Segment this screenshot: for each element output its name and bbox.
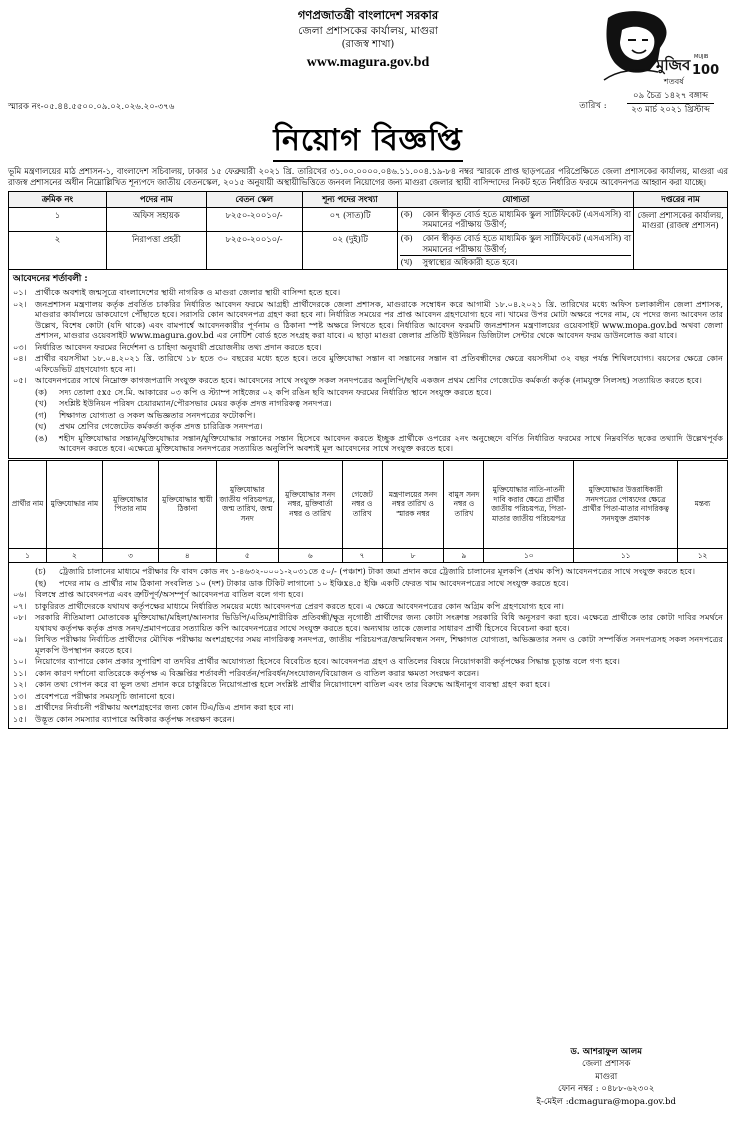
format-number-cell: ২ xyxy=(46,548,102,562)
branch-name: (রাজস্ব শাখা) xyxy=(341,39,395,51)
condition-item: ০৪। প্রার্থীর বয়সসীমা ১৮.০৪.২০২১ খ্রি. তারিখে ১৮ হতে ৩০ বছরের মধ্যে হতে হবে। তবে মুক্তিযোদ্ধা সন্তান বা সন্তানের সন্তান বা প্রতিবন্ধীদের ক্ষেত্রে বয়সসীমা ৩২ বছর পর্যন্ত শিথিলযোগ্য। বয়সের ক্ষেত্রে কোন এফিডেভিট গ্রহণযোগ্য হবে না। xyxy=(13,353,723,374)
condition-item: ১৪। প্রার্থীদের নির্বাচনী পরীক্ষায় অংশগ্রহণের জন্য কোন টিএ/ডিএ প্রদান করা হবে না। xyxy=(13,702,294,713)
condition-item: ০৯। লিখিত পরীক্ষায় নির্বাচিত প্রার্থীদের মৌখিক পরীক্ষায় অংশগ্রহণের সময় নাগরিকত্ব সনদপত্র, জাতীয় পরিচয়পত্র/জন্মনিবন্ধন সনদ, শিক্ষাগত যোগ্যতা, অভিজ্ঞতার সনদ ও কোটা সম্পর্কিত সনদপত্রসহ সকল সনদপত্রের মূলকপি উপস্থাপন করতে হবে। xyxy=(13,634,723,655)
signatory-phone: ফোন নম্বর : ০৪৮৮-৬২৩০২ xyxy=(557,1084,655,1095)
condition-subitem: (চ) ট্রেজারি চালানের মাধ্যমে পরীক্ষার ফি বাবদ কোড নং ১-৪৬৩২-০০০১-২০৩১তে ৫০/- (পঞ্চাশ) টাকা জমা প্রদান করে ট্রেজারি চালানের মূলকপি (প্রথম কপি) আবেদনপত্রের সাথে সংযুক্ত করতে হবে। xyxy=(35,566,696,577)
format-header-cell: মুক্তিযোদ্ধার জাতীয় পরিচয়পত্র, জন্ম তারিখ, জন্ম সনদ xyxy=(216,460,278,548)
condition-item: ১৫। উদ্ভূত কোন সমস্যার ব্যাপারে অধিকার কর্তৃপক্ষ সংরক্ষণ করেন। xyxy=(13,713,235,724)
website-link[interactable]: www.magura.gov.bd xyxy=(306,54,430,70)
format-number-cell: ১২ xyxy=(678,548,728,562)
qualification-cell: (ক) কোন স্বীকৃত বোর্ড হতে মাধ্যমিক স্কুল সার্টিফিকেট (এসএসসি) বা সমমানের পরীক্ষায় উত্তীর্ণ; xyxy=(398,207,634,231)
condition-item: ০৬। বিলম্বে প্রাপ্ত আবেদনপত্র এবং ত্রুটিপূর্ণ/অসম্পূর্ণ আবেদনপত্র বাতিল বলে গণ্য হবে। xyxy=(13,589,304,600)
format-number-cell: ৮ xyxy=(382,548,444,562)
condition-item: ০১। প্রার্থীকে অবশ্যই জন্মসূত্রে বাংলাদেশের স্থায়ী নাগরিক ও মাগুরা জেলার স্থায়ী বাসিন্দা হতে হবে। xyxy=(13,287,341,298)
condition-subitem: (গ) শিক্ষাগত যোগ্যতা ও সকল অভিজ্ঞতার সনদপত্রের ফটোকপি। xyxy=(35,409,256,420)
date-label: তারিখ : xyxy=(579,101,607,111)
condition-subitem: (খ) সংশ্লিষ্ট ইউনিয়ন পরিষদ চেয়ারম্যান/পৌরসভার মেয়র কর্তৃক প্রদত্ত নাগরিকত্ব সনদপত্র। xyxy=(35,398,332,409)
condition-item: ০৫। আবেদনপত্রের সাথে নিম্নোক্ত কাগজপত্রাদি সংযুক্ত করতে হবে। আবেদনের সাথে সংযুক্ত সকল সনদপত্রের অনুলিপি/ছবি একজন প্রথম শ্রেণির গেজেটেড কর্মকর্তা কর্তৃক (নামযুক্ত সিলসহ) সত্যায়িত করতে হবে। xyxy=(13,375,702,386)
date-gregorian: ২৩ মার্চ ২০২১ খ্রিস্টাব্দ xyxy=(631,105,710,115)
date-bangla: ০৯ চৈত্র ১৪২৭ বঙ্গাব্দ xyxy=(627,91,714,104)
signatory-designation: জেলা প্রশাসক xyxy=(582,1059,631,1070)
signatory-email[interactable]: ই-মেইল :dcmagura@mopa.gov.bd xyxy=(536,1096,676,1107)
format-header-cell: মুক্তিযোদ্ধার পিতার নাম xyxy=(102,460,158,548)
col-serial: ক্রমিক নং xyxy=(9,192,107,208)
posts-table xyxy=(8,191,728,270)
memo-number: স্মারক নং-০৫.৪৪.৫৫০০.০৯.০২.০২৬.২০-৩৭৬ xyxy=(8,102,175,112)
posts-table-header xyxy=(9,192,728,208)
intro-paragraph: ভূমি মন্ত্রণালয়ের মাঠ প্রশাসন-১, বাংলাদেশ সচিবালয়, ঢাকার ১৫ ফেব্রুয়ারী ২০২১ খ্রি. তারিখের ৩১.০০.০০০০.০৪৬.১১.০০৪.১৯-৮৪ নম্বর স্মারকে প্রাপ্ত ছাড়পত্রের পরিপ্রেক্ষিতে জেলা প্রশাসকের কার্যালয়, মাগুরা এর রাজস্ব প্রশাসনের অধীন নিম্নোল্লিখিত শূন্যপদে জাতীয় বেতনস্কেল, ২০১৫ অনুযায়ী অস্থায়ীভিত্তিতে জনবল নিয়োগের জন্য মাগুরা জেলার স্থায়ী বাসিন্দাদের নিকট হতে নির্ধারিত ফরমে আবেদনপত্র আহ্বান করা যাচ্ছে। xyxy=(8,166,728,187)
format-header-cell: মুক্তিযোদ্ধার নাতি-নাতনী দাবি করার ক্ষেত্রে প্রার্থীর জাতীয় পরিচয়পত্র, পিতা-মাতার জাতীয় পরিচয়পত্র xyxy=(484,460,574,548)
condition-subitem: (ছ) পদের নাম ও প্রার্থীর নাম ঠিকানা সংবলিত ১০ (দশ) টাকার ডাক টিকিট লাগানো ১০ ইঞ্চিx৪.৫ ইঞ্চি একটি ফেরত খাম আবেদনপত্রের সাথে সংযুক্ত করতে হবে। xyxy=(35,577,569,588)
format-header-cell: মুক্তিযোদ্ধার স্থায়ী ঠিকানা xyxy=(158,460,216,548)
header xyxy=(8,8,728,120)
condition-item: ০২। জনপ্রশাসন মন্ত্রণালয় কর্তৃক প্রবর্তিত চাকরির নির্ধারিত আবেদন ফরমে আগ্রহী প্রার্থীদেরকে জেলা প্রশাসক, মাগুরাকে সম্বোধন করে আগামী ১৮.০৪.২০২১ খ্রি. তারিখের মধ্যে অফিস চলাকালীন জেলা প্রশাসক, মাগুরার কার্যালয়ে ডাকযোগে পৌঁছাতে হবে। সরাসরি কোন আবেদনপত্র গ্রহণ করা হবে না। নির্ধারিত সময়ের পর প্রাপ্ত আবেদন গ্রহণযোগ্য হবে না। খামের উপর মোটা অক্ষরে পদের নাম, যে পদের জন্য আবেদন তার উল্লেখ, বিশেষ কোটা (যদি থাকে) এবং বামপার্শ্বে আবেদনকারীর পূর্ণনাম ও ঠিকানা স্পষ্ট অক্ষরে লিখতে হবে। নির্ধারিত আবেদন ফরমটি জনপ্রশাসন মন্ত্রণালয়ের ওয়েবসাইট www.mopa.gov.bd অথবা জেলা প্রশাসন, মাগুরার ওয়েবসাইট www.magura.gov.bd এর নোটিশ বোর্ড হতে সংগ্রহ করা যাবে। এ ছাড়া মাগুরা জেলার প্রতিটি ইউনিয়ন ডিজিটাল সেন্টার থেকে আবেদন ফরম ডাউনলোড করা যাবে। xyxy=(13,298,723,341)
format-header-cell: গেজেট নম্বর ও তারিখ xyxy=(342,460,382,548)
condition-item: ০৩। নির্ধারিত আবেদন ফরমের নির্দেশনা ও চাহিদা অনুযায়ী প্রয়োজনীয় তথ্য প্রদান করতে হবে। xyxy=(13,341,322,352)
format-header-cell: বামুস সনদ নম্বর ও তারিখ xyxy=(444,460,484,548)
table-row: ১ অফিস সহায়ক ৮২৫০-২০০১০/- ০৭ (সাত)টি (ক) কোন স্বীকৃত বোর্ড হতে মাধ্যমিক স্কুল সার্টিফিকেট (এসএসসি) বা সমমানের পরীক্ষায় উত্তীর্ণ; জেলা প্রশাসকের কার্যালয়, মাগুরা (রাজস্ব প্রশাসন) xyxy=(9,207,728,231)
condition-item: ১২। কোন তথ্য গোপন করে বা ভুল তথ্য প্রদান করে চাকুরিতে নিয়োগপ্রাপ্ত হলে সংশ্লিষ্ট প্রার্থীর নিয়োগাদেশ বাতিল এবং তার বিরুদ্ধে আইনানুগ ব্যবস্থা গ্রহণ করা হবে। xyxy=(13,679,551,690)
govt-name: গণপ্রজাতন্ত্রী বাংলাদেশ সরকার xyxy=(297,8,439,22)
format-number-cell: ৯ xyxy=(444,548,484,562)
format-number-cell: ৪ xyxy=(158,548,216,562)
condition-subitem: (ক) সদ্য তোলা ৫x৫ সে.মি. আকারের ০৩ কপি ও স্ট্যাম্প সাইজের ০২ কপি রঙিন ছবি আবেদন ফরমের নির্ধারিত স্থানে সংযুক্ত করতে হবে। xyxy=(35,386,492,397)
format-header-cell: প্রার্থীর নাম xyxy=(9,460,47,548)
signature-block xyxy=(536,1046,676,1108)
date-block xyxy=(579,91,714,117)
condition-item: ১১। কোন কারণ দর্শানো ব্যতিরেকে কর্তৃপক্ষ এ বিজ্ঞপ্তির শর্তাবলী পরিবর্তন/পরিবর্ধন/সংযোজন/বিয়োজন ও বাতিল করার ক্ষমতা সংরক্ষণ করেন। xyxy=(13,667,480,678)
col-qualification: যোগ্যতা xyxy=(398,192,634,208)
format-number-cell: ১১ xyxy=(574,548,678,562)
freedom-fighter-format-table xyxy=(8,460,728,563)
format-table-header xyxy=(9,460,728,548)
col-post-name: পদের নাম xyxy=(106,192,206,208)
conditions-section-continued xyxy=(8,563,728,729)
col-pay-scale: বেতন স্কেল xyxy=(206,192,302,208)
qualification-cell: (ক) কোন স্বীকৃত বোর্ড হতে মাধ্যমিক স্কুল সার্টিফিকেট (এসএসসি) বা সমমানের পরীক্ষায় উত্তীর্ণ; (খ) সুস্বাস্থ্যের অধিকারী হতে হবে। xyxy=(398,232,634,270)
condition-subitem: (ঘ) প্রথম শ্রেণির গেজেটেড কর্মকর্তা কর্তৃক প্রদত্ত চারিত্রিক সনদপত্র। xyxy=(35,421,263,432)
svg-text:মুজিব: মুজিব xyxy=(656,56,691,74)
conditions-section xyxy=(8,270,728,459)
format-header-cell: মন্ত্রণালয়ের সনদ নম্বর তারিখ ও স্মারক নম্বর xyxy=(382,460,444,548)
svg-text:MUJIB: MUJIB xyxy=(694,54,709,60)
format-number-cell: ১ xyxy=(9,548,47,562)
signatory-name: ড. আশরাফুল আলম xyxy=(570,1047,642,1057)
condition-item: ১৩। প্রবেশপত্রে পরীক্ষার সময়সূচি জানানো হবে। xyxy=(13,690,175,701)
col-vacancy: শূন্য পদের সংখ্যা xyxy=(302,192,398,208)
format-number-cell: ৭ xyxy=(342,548,382,562)
format-header-cell: মুক্তিযোদ্ধার নাম xyxy=(46,460,102,548)
condition-item: ০৭। চাকুরিরত প্রার্থীদেরকে যথাযথ কর্তৃপক্ষের মাধ্যমে নির্ধারিত সময়ের মধ্যে আবেদনপত্র প্রেরণ করতে হবে। এ ক্ষেত্রে আবেদনপত্রের কোন অগ্রিম কপি গ্রহণযোগ্য হবে না। xyxy=(13,600,564,611)
office-cell: জেলা প্রশাসকের কার্যালয়, মাগুরা (রাজস্ব প্রশাসন) xyxy=(634,207,728,269)
notice-title: নিয়োগ বিজ্ঞপ্তি xyxy=(8,122,728,164)
svg-text:100: 100 xyxy=(692,63,720,78)
format-header-cell: মুক্তিযোদ্ধার সনদ নম্বর, মুক্তিবার্তা নম্বর ও তারিখ xyxy=(278,460,342,548)
format-header-cell: মন্তব্য xyxy=(678,460,728,548)
format-header-cell: মুক্তিযোদ্ধার উত্তরাধিকারী সনদপত্রের পোষ্যদের ক্ষেত্রে প্রার্থীর পিতা-মাতার নাগরিকত্ব সনদযুক্ত প্রমাণক xyxy=(574,460,678,548)
format-number-cell: ৩ xyxy=(102,548,158,562)
signatory-district: মাগুরা xyxy=(595,1071,618,1082)
svg-text:শতবর্ষ: শতবর্ষ xyxy=(664,77,684,86)
condition-subitem: (ঙ) শহীদ মুক্তিযোদ্ধার সন্তান/মুক্তিযোদ্ধার সন্তান/মুক্তিযোদ্ধার সন্তানের সন্তান হিসেবে আবেদন করতে ইচ্ছুক প্রার্থীকে ওপরের ২নং অনুচ্ছেদে বর্ণিত নির্ধারিত ফরমের সাথে নিম্নবর্ণিত ছকের তথ্যাদি উল্লেখপূর্বক আবেদন করতে হবে। এক্ষেত্রে মুক্তিযোদ্ধার সনদপত্রের সত্যায়িত অনুলিপি অবশ্যই মূল আবেদনের সাথে সংযুক্ত করতে হবে। xyxy=(35,432,723,454)
mujib-100-logo-icon xyxy=(598,10,720,88)
condition-item: ১০। নিয়োগের ব্যাপারে কোন প্রকার সুপারিশ বা তদবির প্রার্থীর অযোগ্যতা হিসেবে বিবেচিত হবে। আবেদনপত্র গ্রহণ ও বাতিলের বিষয়ে নিয়োগকারী কর্তৃপক্ষের সিদ্ধান্ত চূড়ান্ত বলে গণ্য হবে। xyxy=(13,656,620,667)
format-table-numbers xyxy=(9,548,728,562)
format-number-cell: ৫ xyxy=(216,548,278,562)
office-name: জেলা প্রশাসকের কার্যালয়, মাগুরা xyxy=(298,24,438,37)
col-office: দপ্তরের নাম xyxy=(634,192,728,208)
format-number-cell: ১০ xyxy=(484,548,574,562)
condition-item: ০৮। সরকারি নীতিমালা মোতাবেক মুক্তিযোদ্ধা/মহিলা/আনসার ভিডিপি/এতিম/শারীরিক প্রতিবন্ধী/ক্ষুদ্র নৃগোষ্ঠী প্রার্থীদের জন্য কোটা সংক্রান্ত সরকারি বিধি অনুসরণ করা হবে। এক্ষেত্রে প্রার্থীকে তার কোটা দাবির সমর্থনে যথাযথ কর্তৃপক্ষ কর্তৃক প্রদত্ত সনদ/প্রমাণপত্রের সত্যায়িত কপি আবেদনপত্রের সাথে সংযুক্ত করতে হবে। অন্যথায় তাকে জেলার সাধারণ প্রার্থী হিসেবে বিবেচনা করা হবে। xyxy=(13,612,723,633)
table-row: ২ নিরাপত্তা প্রহরী ৮২৫০-২০০১০/- ০২ (দুই)টি (ক) কোন স্বীকৃত বোর্ড হতে মাধ্যমিক স্কুল সার্টিফিকেট (এসএসসি) বা সমমানের পরীক্ষায় উত্তীর্ণ; (খ) সুস্বাস্থ্যের অধিকারী হতে হবে। xyxy=(9,232,728,270)
conditions-title: আবেদনের শর্তাবলী : xyxy=(13,273,88,284)
format-number-cell: ৬ xyxy=(278,548,342,562)
